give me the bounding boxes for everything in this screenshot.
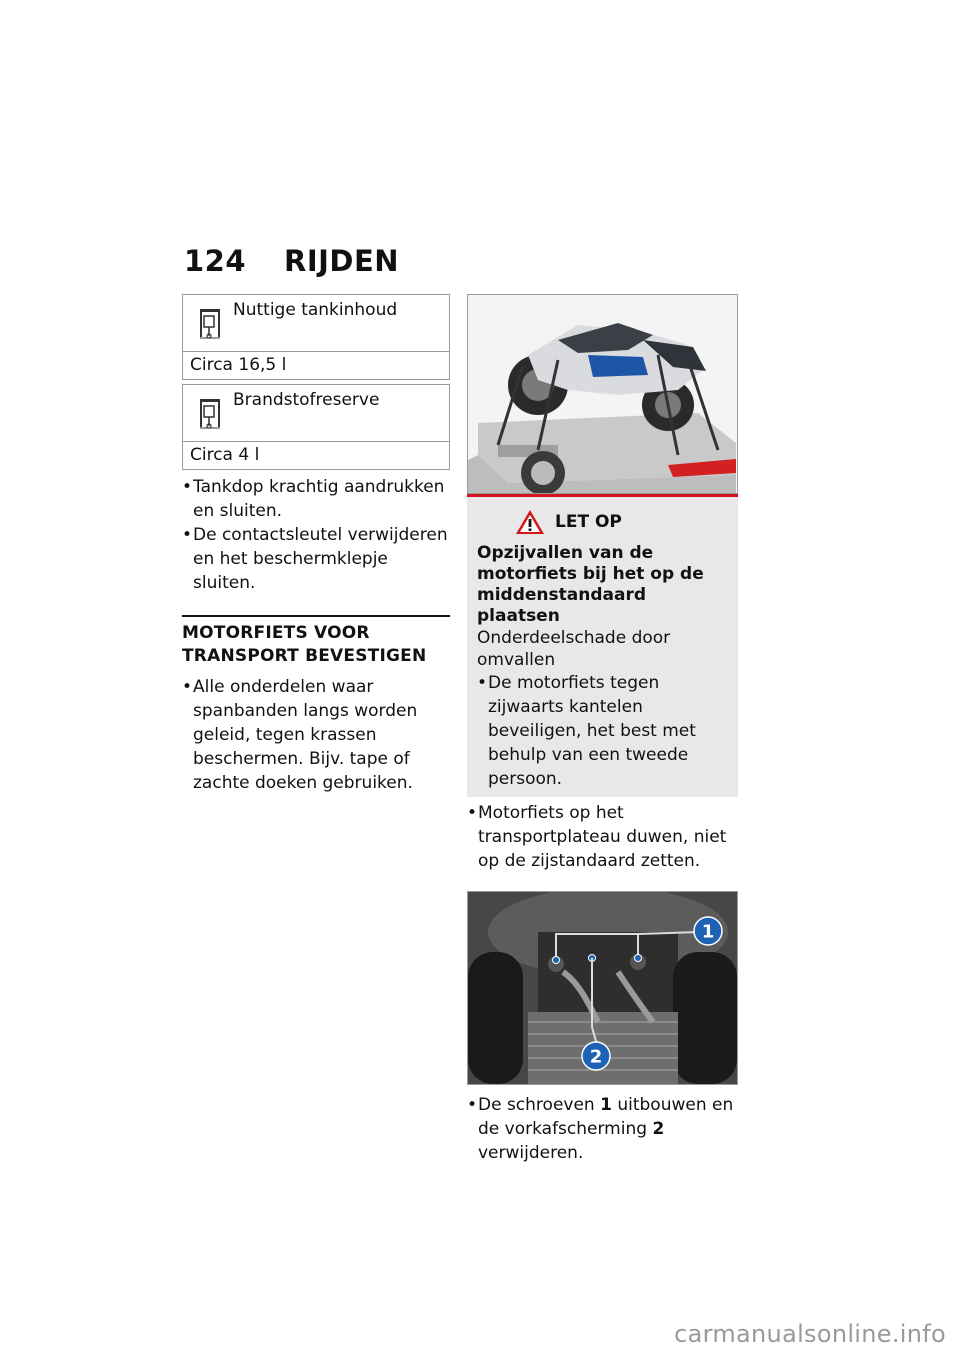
spec-label-cell (182, 294, 450, 352)
section-heading: MOTORFIETS VOOR TRANSPORT BEVESTIGEN (182, 623, 427, 666)
warning-triangle-icon (515, 509, 545, 535)
list-item: • De motorfiets tegen zijwaarts kantelen beveiligen, het best met behulp van een tweede persoon. (477, 671, 728, 791)
watermark: carmanualsonline.info (674, 1320, 946, 1348)
callout-ref-1: 1 (600, 1095, 612, 1115)
page-header (184, 244, 399, 278)
transport-steps-list (467, 801, 738, 873)
step-text: De schroeven (478, 1095, 601, 1115)
motorcycle-trailer-illustration (468, 295, 737, 493)
step-text: verwijderen. (478, 1143, 584, 1163)
list-item: • De contactsleutel verwijderen en het beschermklepje sluiten. (182, 523, 450, 595)
callout-2-label: 2 (589, 1046, 603, 1068)
spec-value: Circa 4 l (182, 442, 450, 470)
fork-cover-screws-image (467, 891, 738, 1085)
spec-table-tank-capacity (182, 294, 450, 380)
removal-steps-list (467, 1093, 738, 1165)
spec-value: Circa 16,5 l (182, 352, 450, 380)
callout-ref-2: 2 (652, 1119, 665, 1139)
section-steps-list (182, 675, 450, 795)
list-item (467, 1093, 738, 1165)
fuel-pump-icon (197, 305, 223, 341)
callout-1-label: 1 (701, 921, 715, 943)
spec-table-fuel-reserve (182, 384, 450, 470)
list-item: • Alle onderdelen waar spanbanden langs worden geleid, tegen krassen beschermen. Bijv. tape of zachte doeken gebruiken. (182, 675, 450, 795)
fuel-steps-list (182, 475, 450, 595)
list-item: • Tankdop krachtig aandrukken en sluiten. (182, 475, 450, 523)
page-number: 124 (184, 244, 247, 278)
warning-box (467, 494, 738, 797)
warning-header (515, 509, 728, 535)
motorcycle-on-trailer-image (467, 294, 738, 494)
step-text: uitbouwen en de vorkafscherming (478, 1095, 734, 1139)
left-column (182, 294, 450, 795)
page-title: RIJDEN (284, 244, 400, 278)
spec-label-cell (182, 384, 450, 442)
warning-title: LET OP (555, 512, 622, 532)
section-divider (182, 615, 450, 617)
warning-subtitle: Opzijvallen van de motorfiets bij het op de middenstandaard plaatsen (477, 543, 704, 626)
spec-label: Brandstofreserve (233, 390, 380, 410)
right-column (467, 294, 738, 1165)
fork-cover-illustration (468, 892, 737, 1084)
warning-list (477, 671, 728, 791)
spec-label: Nuttige tankinhoud (233, 300, 398, 320)
list-item: • Motorfiets op het transportplateau duwen, niet op de zijstandaard zetten. (467, 801, 738, 873)
warning-body: Onderdeelschade door omvallen (477, 628, 671, 670)
fuel-pump-icon (197, 395, 223, 431)
